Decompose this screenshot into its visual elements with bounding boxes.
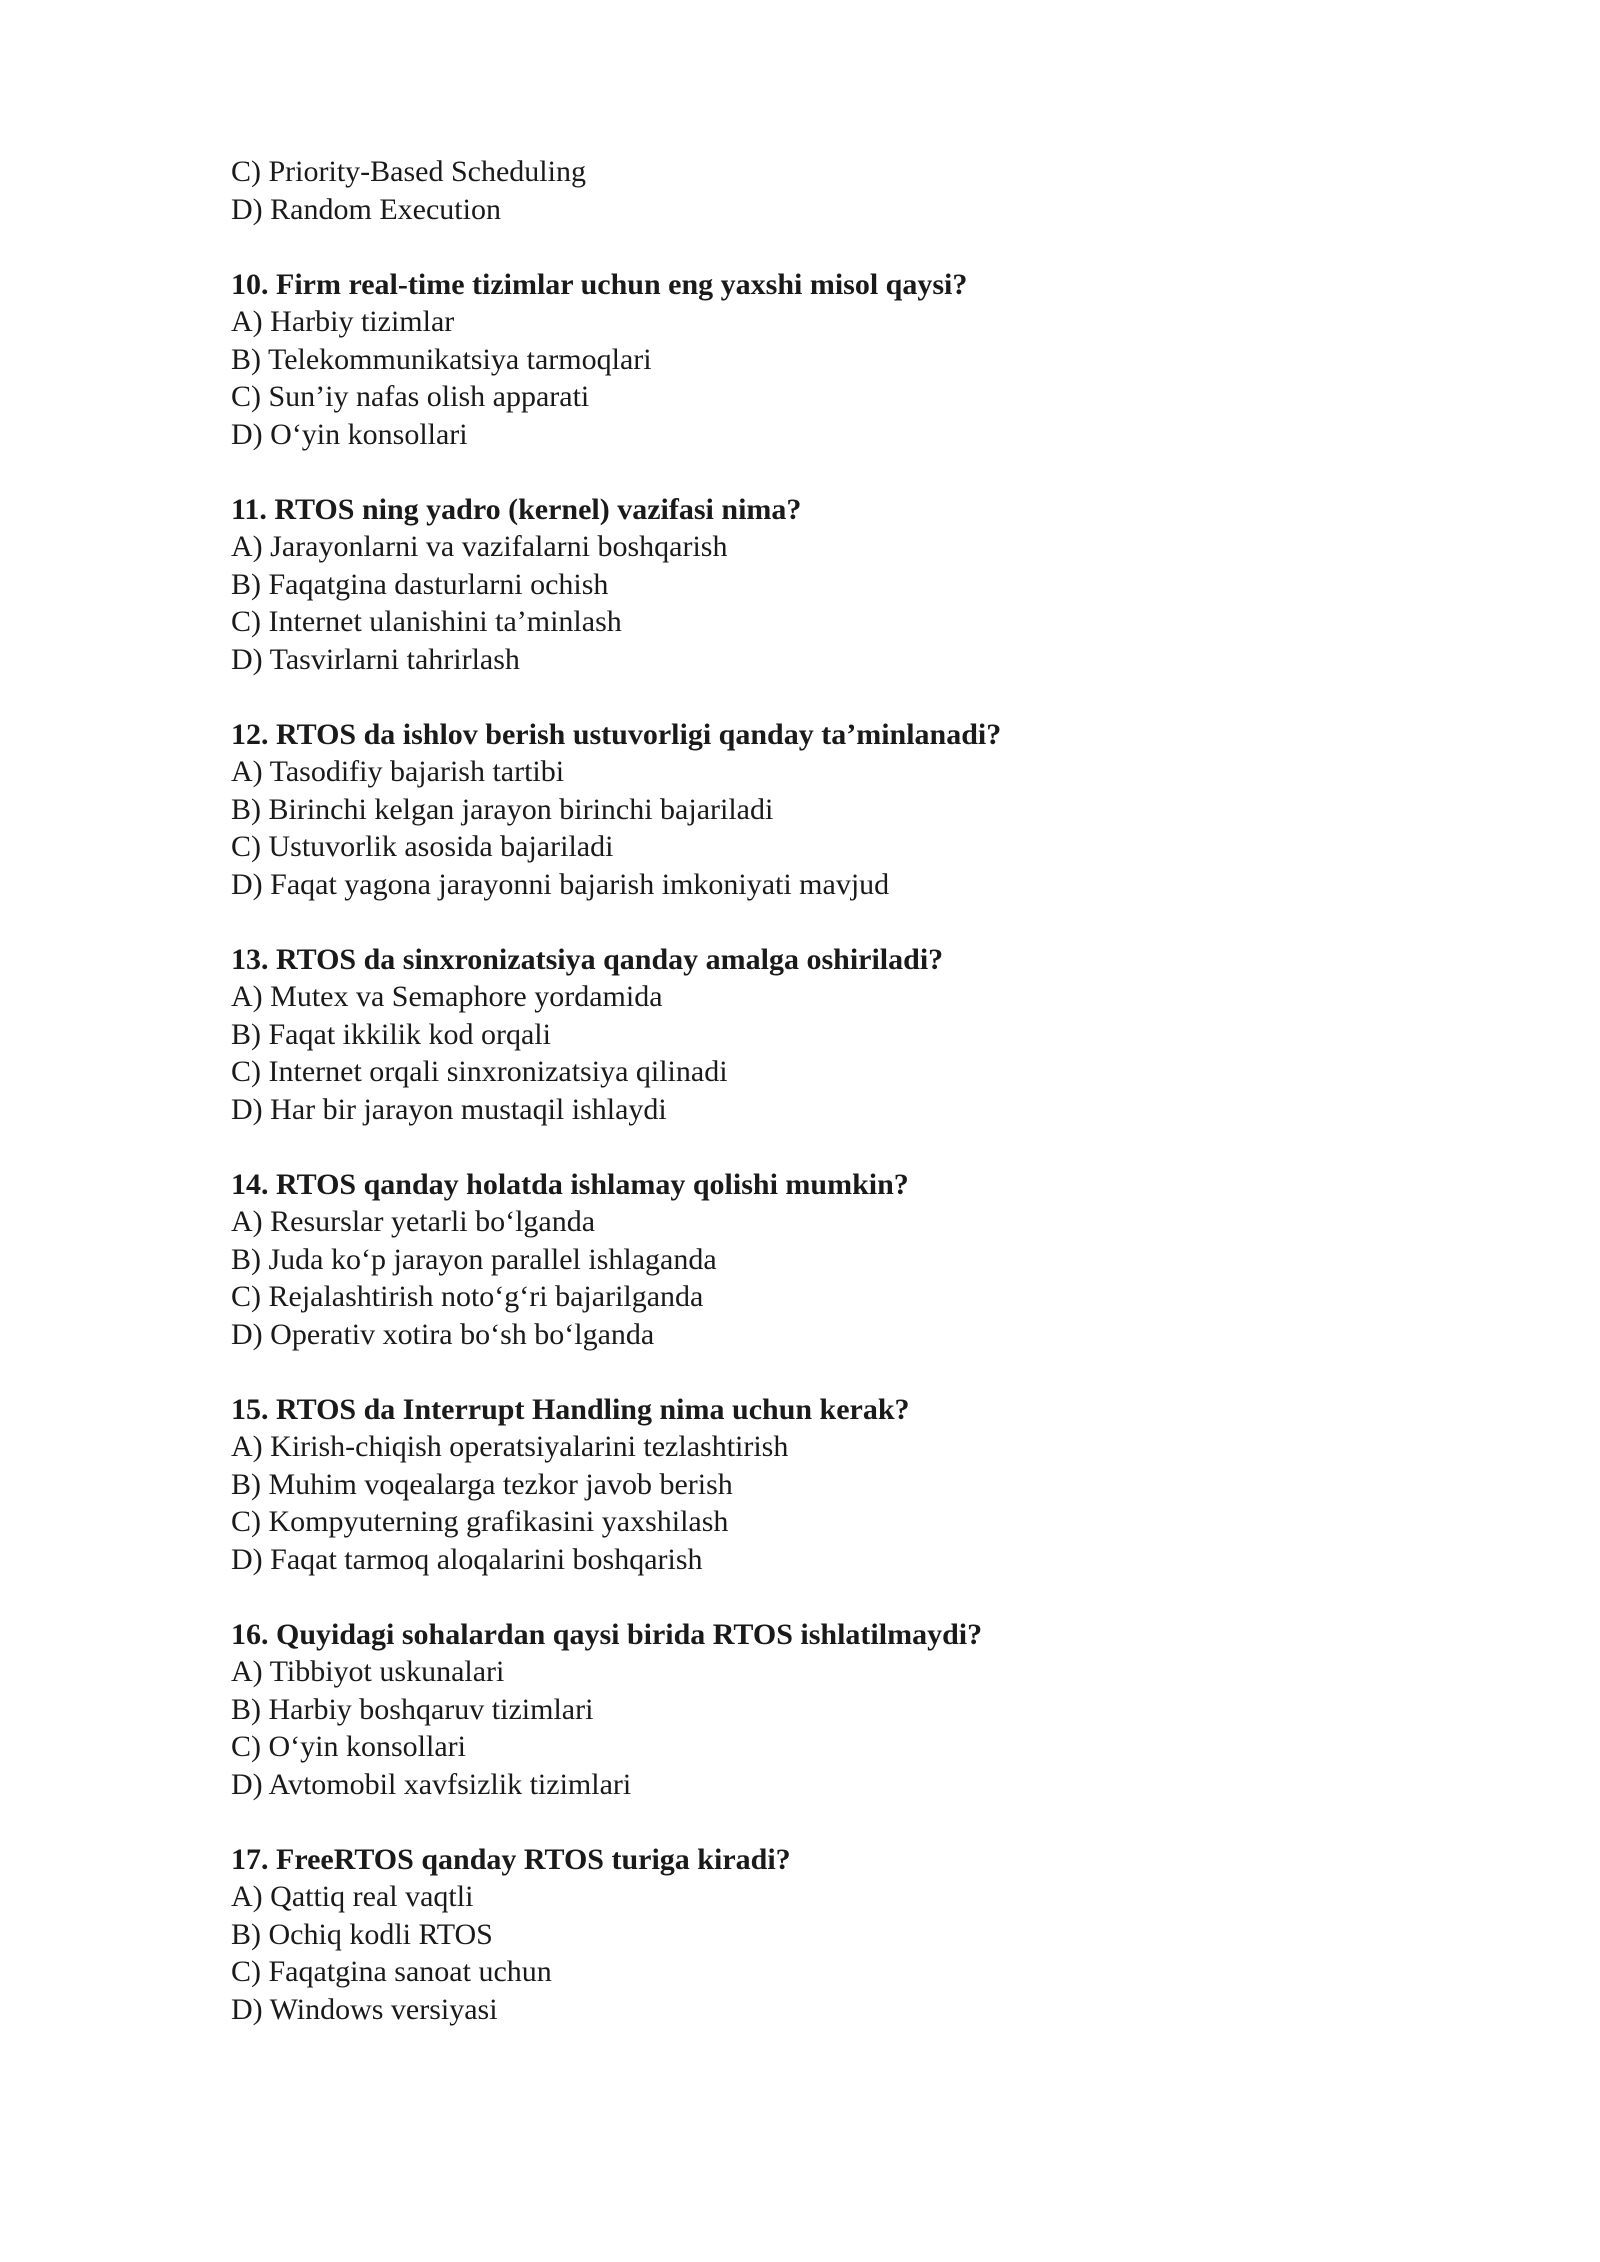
option-d: D) Faqat yagona jarayonni bajarish imkoniyati mavjud — [231, 867, 890, 901]
question-15 — [231, 1391, 1431, 1579]
option-c: C) Faqatgina sanoat uchun — [231, 1955, 552, 1988]
question-title: 13. RTOS da sinxronizatsiya qanday amalga oshiriladi? — [231, 942, 944, 976]
option-d: D) Tasvirlarni tahrirlash — [231, 642, 520, 676]
question-title: 12. RTOS da ishlov berish ustuvorligi qanday ta’minlanadi? — [231, 717, 1002, 751]
option-b: B) Harbiy boshqaruv tizimlari — [231, 1692, 594, 1726]
question-13 — [231, 941, 1431, 1129]
option-b: B) Telekommunikatsiya tarmoqlari — [231, 342, 652, 376]
question-14 — [231, 1166, 1431, 1354]
option-a: A) Mutex va Semaphore yordamida — [231, 980, 663, 1013]
question-title: 10. Firm real-time tizimlar uchun eng yaxshi misol qaysi? — [231, 267, 968, 301]
question-title: 15. RTOS da Interrupt Handling nima uchun kerak? — [231, 1392, 910, 1426]
option-b: B) Faqat ikkilik kod orqali — [231, 1017, 551, 1051]
question-title: 16. Quyidagi sohalardan qaysi birida RTOS ishlatilmaydi? — [231, 1617, 983, 1651]
document-page — [231, 153, 1431, 2028]
option-d: D) Random Execution — [231, 192, 501, 226]
option-a: A) Tibbiyot uskunalari — [231, 1655, 505, 1688]
question-title: 14. RTOS qanday holatda ishlamay qolishi mumkin? — [231, 1167, 909, 1201]
option-a: A) Qattiq real vaqtli — [231, 1880, 474, 1913]
option-c: C) Kompyuterning grafikasini yaxshilash — [231, 1505, 729, 1538]
question-17 — [231, 1841, 1431, 2029]
question-11 — [231, 491, 1431, 679]
option-a: A) Tasodifiy bajarish tartibi — [231, 755, 565, 788]
question-12 — [231, 716, 1431, 904]
option-a: A) Jarayonlarni va vazifalarni boshqarish — [231, 530, 728, 563]
option-d: D) Windows versiyasi — [231, 1992, 498, 2026]
option-c: C) Priority-Based Scheduling — [231, 155, 586, 188]
leading-options — [231, 153, 1431, 228]
option-b: B) Faqatgina dasturlarni ochish — [231, 567, 609, 601]
option-c: C) Internet ulanishini ta’minlash — [231, 605, 622, 638]
option-b: B) Ochiq kodli RTOS — [231, 1917, 493, 1951]
question-title: 17. FreeRTOS qanday RTOS turiga kiradi? — [231, 1842, 791, 1876]
option-c: C) O‘yin konsollari — [231, 1730, 466, 1763]
question-16 — [231, 1616, 1431, 1804]
option-c: C) Ustuvorlik asosida bajariladi — [231, 830, 614, 863]
option-d: D) O‘yin konsollari — [231, 417, 468, 451]
option-d: D) Faqat tarmoq aloqalarini boshqarish — [231, 1542, 703, 1576]
option-a: A) Harbiy tizimlar — [231, 305, 455, 338]
option-a: A) Kirish-chiqish operatsiyalarini tezlashtirish — [231, 1430, 789, 1463]
option-c: C) Internet orqali sinxronizatsiya qilinadi — [231, 1055, 728, 1088]
question-10 — [231, 266, 1431, 454]
question-title: 11. RTOS ning yadro (kernel) vazifasi nima? — [231, 492, 802, 526]
option-d: D) Har bir jarayon mustaqil ishlaydi — [231, 1092, 667, 1126]
option-d: D) Avtomobil xavfsizlik tizimlari — [231, 1767, 632, 1801]
option-d: D) Operativ xotira bo‘sh bo‘lganda — [231, 1317, 655, 1351]
option-b: B) Juda ko‘p jarayon parallel ishlaganda — [231, 1242, 717, 1276]
option-c: C) Rejalashtirish noto‘g‘ri bajarilganda — [231, 1280, 704, 1313]
option-c: C) Sun’iy nafas olish apparati — [231, 380, 590, 413]
option-b: B) Muhim voqealarga tezkor javob berish — [231, 1467, 733, 1501]
option-a: A) Resurslar yetarli bo‘lganda — [231, 1205, 596, 1238]
option-b: B) Birinchi kelgan jarayon birinchi bajariladi — [231, 792, 774, 826]
